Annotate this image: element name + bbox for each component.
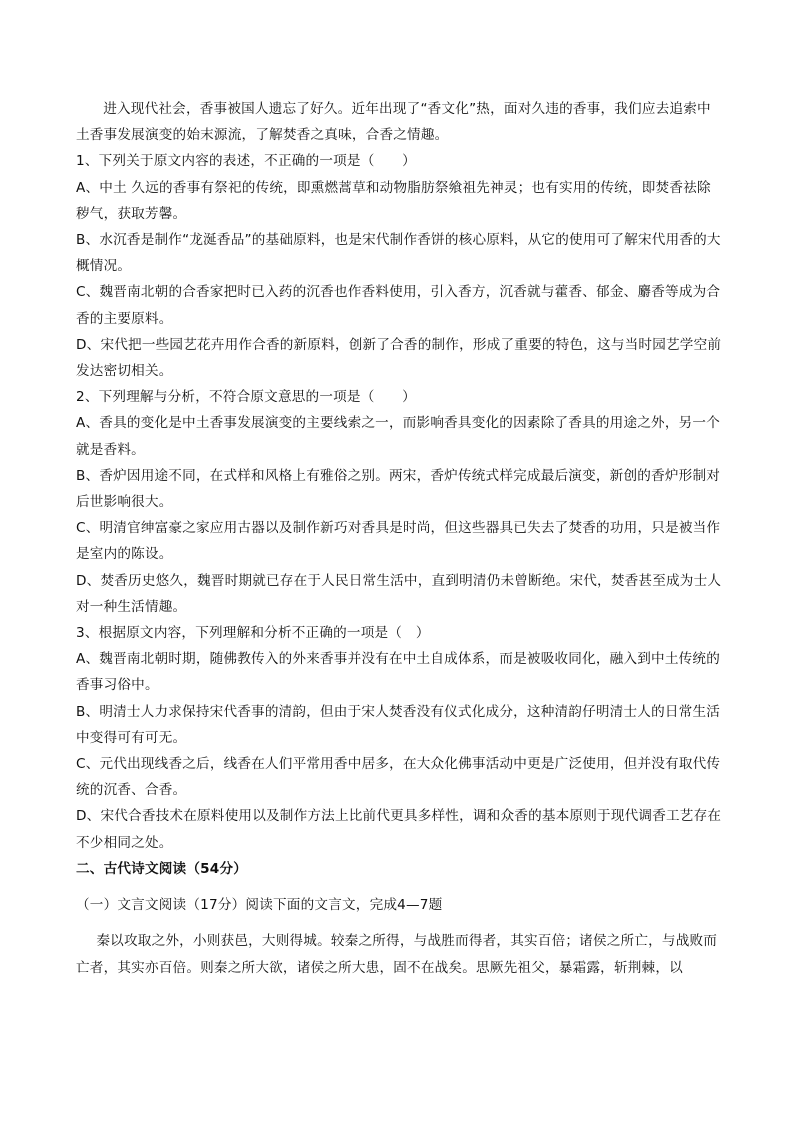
question-stem: 2、下列理解与分析，不符合原文意思的一项是（ ） bbox=[76, 389, 416, 406]
question-1 bbox=[76, 148, 722, 384]
question-3 bbox=[76, 620, 722, 856]
option-a: A、香具的变化是中土香事发展演变的主要线索之一，而影响香具变化的因素除了香具的用途之外，另一个就是香料。 bbox=[76, 415, 721, 458]
option-b: B、香炉因用途不同，在式样和风格上有雅俗之别。两宋，香炉传统式样完成最后演变，新创的香炉形制对后世影响很大。 bbox=[76, 467, 721, 511]
document-body bbox=[76, 96, 722, 981]
classical-passage: 秦以攻取之外，小则获邑，大则得城。较秦之所得，与战胜而得者，其实百倍；诸侯之所亡，与战败而亡者，其实亦百倍。则秦之所大欲，诸侯之所大患，固不在战矣。思厥先祖父，暴霜露，斩荆棘，以 bbox=[76, 933, 718, 976]
option-c: C、元代出现线香之后，线香在人们平常用香中居多，在大众化佛事活动中更是广泛使用，但并没有取代传统的沉香、合香。 bbox=[76, 756, 721, 799]
option-a: A、魏晋南北朝时期，随佛教传入的外来香事并没有在中土自成体系，而是被吸收同化，融入到中土传统的香事习俗中。 bbox=[76, 651, 721, 694]
question-stem: 3、根据原文内容，下列理解和分析不正确的一项是（ ） bbox=[76, 625, 430, 642]
question-stem: 1、下列关于原文内容的表述，不正确的一项是（ ） bbox=[76, 153, 416, 170]
subsection-heading: （一）文言文阅读（17分）阅读下面的文言文，完成4—7题 bbox=[76, 897, 443, 914]
question-2 bbox=[76, 384, 722, 620]
intro-paragraph: 进入现代社会，香事被国人遗忘了好久。近年出现了“香文化”热，面对久违的香事，我们应去追索中土香事发展演变的始末源流，了解焚香之真味，合香之情趣。 bbox=[76, 101, 711, 144]
option-d: D、宋代把一些园艺花卉用作合香的新原料，创新了合香的制作，形成了重要的特色，这与当时园艺学空前发达密切相关。 bbox=[76, 336, 722, 380]
option-c: C、魏晋南北朝的合香家把时已入药的沉香也作香料使用，引入香方，沉香就与藿香、郁金、麝香等成为合香的主要原料。 bbox=[76, 284, 721, 327]
option-b: B、水沉香是制作“龙涎香品”的基础原料，也是宋代制作香饼的核心原料，从它的使用可了解宋代用香的大概情况。 bbox=[76, 232, 721, 275]
option-d: D、宋代合香技术在原料使用以及制作方法上比前代更具多样性，调和众香的基本原则于现代调香工艺存在不少相同之处。 bbox=[76, 808, 722, 851]
option-d: D、焚香历史悠久，魏晋时期就已存在于人民日常生活中，直到明清仍未曾断绝。宋代，焚香甚至成为士人对一种生活情趣。 bbox=[76, 572, 722, 615]
option-c: C、明清官绅富豪之家应用古器以及制作新巧对香具是时尚，但这些器具已失去了焚香的功用，只是被当作是室内的陈设。 bbox=[76, 520, 721, 563]
section-heading: 二、古代诗文阅读（54分） bbox=[76, 860, 248, 877]
option-a: A、中土 久远的香事有祭祀的传统，即熏燃蒿草和动物脂肪祭飨祖先神灵；也有实用的传统，即焚香祛除秽气，获取芳馨。 bbox=[76, 179, 711, 222]
option-b: B、明清士人力求保持宋代香事的清韵，但由于宋人焚香没有仪式化成分，这种清韵仔明清士人的日常生活中变得可有可无。 bbox=[76, 703, 721, 746]
